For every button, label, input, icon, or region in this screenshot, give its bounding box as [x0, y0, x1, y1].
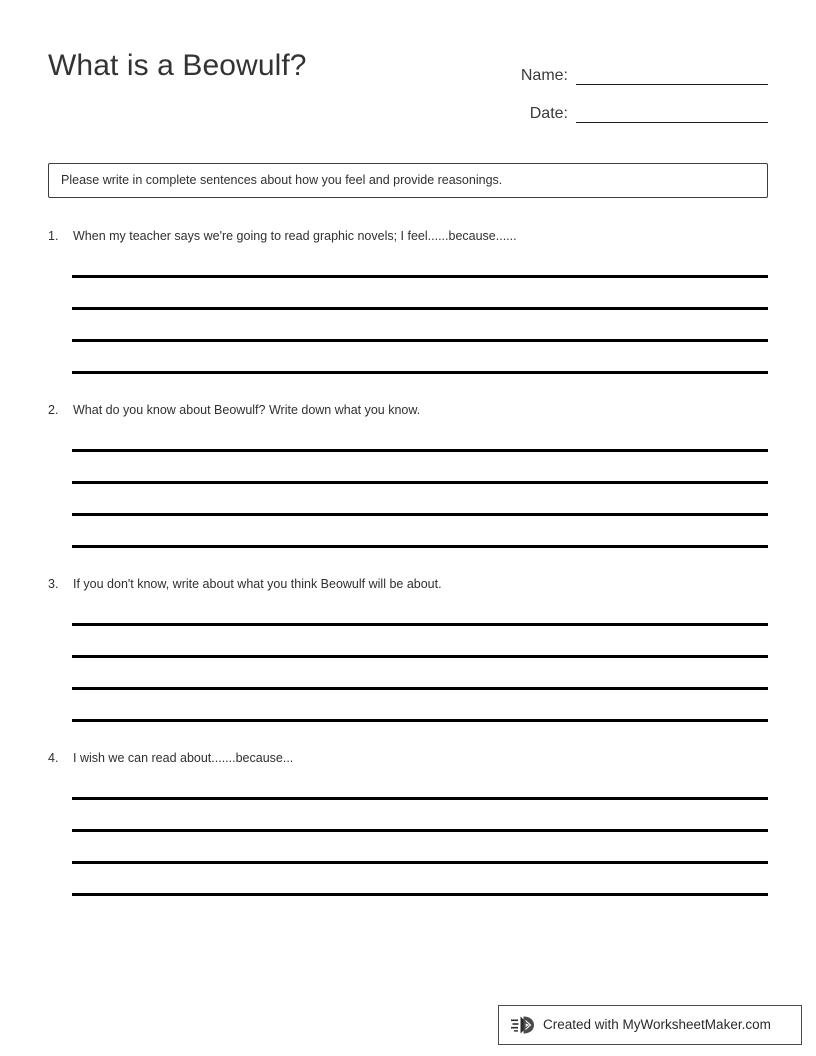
answer-line[interactable] — [72, 829, 768, 832]
name-field-row — [468, 50, 768, 88]
answer-line[interactable] — [72, 719, 768, 722]
question-number: 2. — [48, 403, 59, 417]
question-number: 3. — [48, 577, 59, 591]
question-text: What do you know about Beowulf? Write down what you know. — [73, 403, 421, 417]
worksheet-header — [0, 0, 816, 140]
question-text: I wish we can read about.......because... — [73, 751, 294, 765]
student-meta-fields — [468, 50, 768, 126]
answer-line[interactable] — [72, 655, 768, 658]
question-heading — [48, 228, 768, 244]
answer-line[interactable] — [72, 307, 768, 310]
answer-line[interactable] — [72, 545, 768, 548]
page-title: What is a Beowulf? — [48, 49, 307, 82]
answer-line[interactable] — [72, 687, 768, 690]
answer-line[interactable] — [72, 513, 768, 516]
answer-line[interactable] — [72, 339, 768, 342]
answer-line[interactable] — [72, 861, 768, 864]
answer-line[interactable] — [72, 481, 768, 484]
answer-line[interactable] — [72, 797, 768, 800]
name-input-blank[interactable] — [576, 83, 768, 85]
created-with-label: Created with MyWorksheetMaker.com — [543, 1017, 771, 1033]
answer-line[interactable] — [72, 893, 768, 896]
date-input-blank[interactable] — [576, 121, 768, 123]
answer-line[interactable] — [72, 371, 768, 374]
date-field-label: Date: — [529, 105, 568, 122]
answer-line[interactable] — [72, 449, 768, 452]
question-heading — [48, 402, 768, 418]
question-number: 1. — [48, 229, 59, 243]
question-block — [0, 576, 816, 751]
instruction-box — [48, 163, 768, 198]
question-number: 4. — [48, 751, 59, 765]
answer-line[interactable] — [72, 623, 768, 626]
question-block — [0, 402, 816, 577]
name-field-label: Name: — [520, 67, 568, 84]
question-block — [0, 750, 816, 925]
instruction-text: Please write in complete sentences about how you feel and provide reasonings. — [61, 173, 503, 187]
question-heading — [48, 576, 768, 592]
question-text: If you don't know, write about what you think Beowulf will be about. — [73, 577, 442, 591]
question-heading — [48, 750, 768, 766]
question-text: When my teacher says we're going to read graphic novels; I feel......because...... — [73, 229, 517, 243]
created-with-badge[interactable] — [498, 1005, 802, 1045]
answer-line[interactable] — [72, 275, 768, 278]
worksheet-maker-logo-icon — [511, 1013, 537, 1037]
question-block — [0, 228, 816, 403]
date-field-row — [468, 88, 768, 126]
